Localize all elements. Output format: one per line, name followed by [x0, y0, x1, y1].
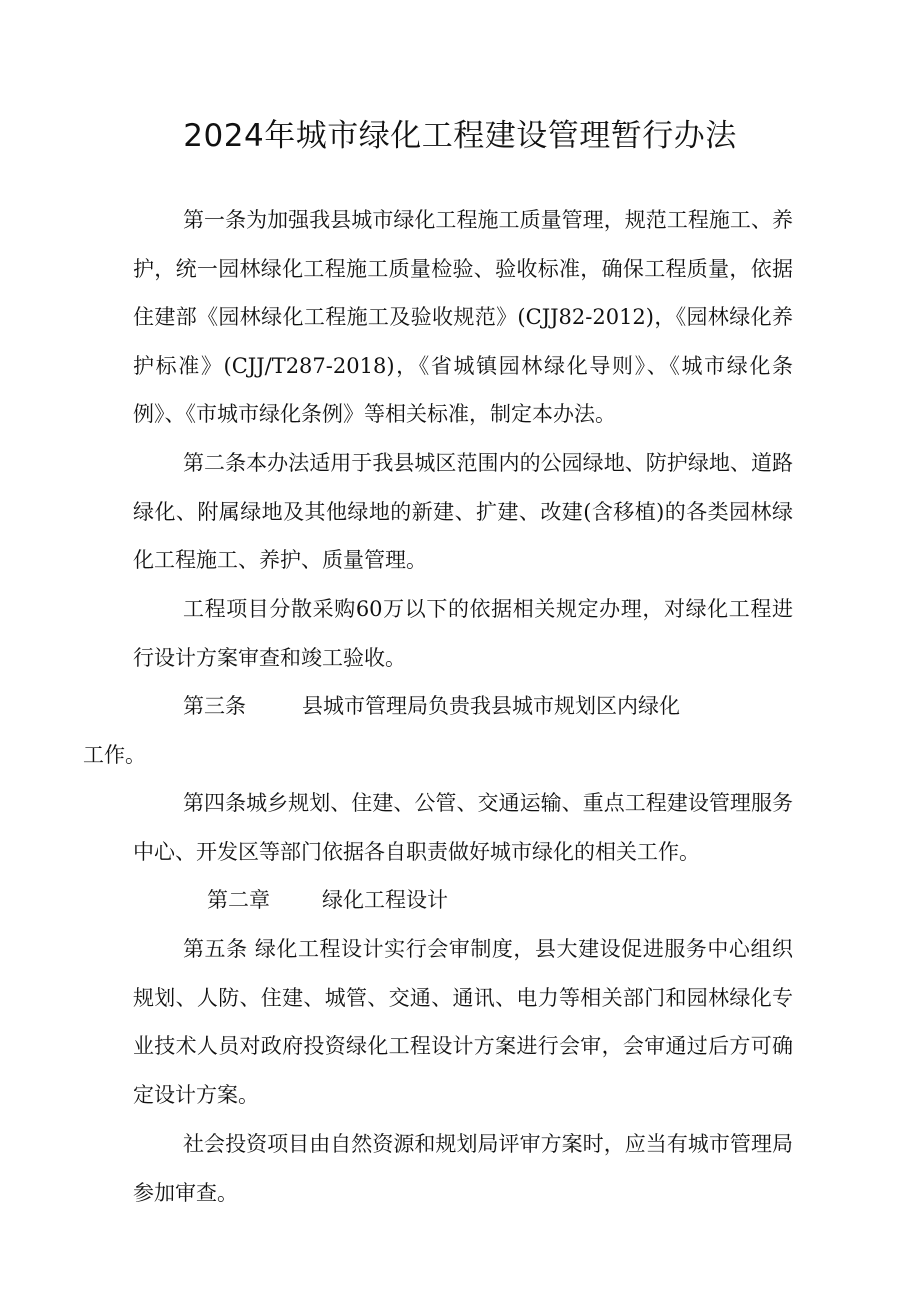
article-3-paragraph — [83, 682, 793, 779]
article-2-paragraph: 第二条本办法适用于我县城区范围内的公园绿地、防护绿地、道路绿化、附属绿地及其他绿地的新建、扩建、改建(含移植)的各类园林绿化工程施工、养护、质量管理。 — [133, 451, 793, 572]
chapter-heading — [207, 876, 448, 925]
article-5-paragraph: 第五条 绿化工程设计实行会审制度，县大建设促进服务中心组织规划、人防、住建、城管、交通、通讯、电力等相关部门和园林绿化专业技术人员对政府投资绿化工程设计方案进行会审，会审通过后方可确定设计方案。 — [133, 937, 793, 1107]
article-1-paragraph: 第一条为加强我县城市绿化工程施工质量管理，规范工程施工、养护，统一园林绿化工程施工质量检验、验收标准，确保工程质量，依据住建部《园林绿化工程施工及验收规范》(CJJ82-2012)，《园林绿化养护标准》(CJJ/T287-2018)，《省城镇园林绿化导则》、《城市绿化条例》、《市城市绿化条例》等相关标准，制定本办法。 — [133, 208, 793, 426]
social-investment-paragraph: 社会投资项目由自然资源和规划局评审方案时，应当有城市管理局参加审查。 — [133, 1132, 793, 1205]
document-title: 2024年城市绿化工程建设管理暂行办法 — [183, 118, 737, 154]
chapter-name: 绿化工程设计 — [322, 888, 448, 912]
procurement-paragraph: 工程项目分散采购60万以下的依据相关规定办理，对绿化工程进行设计方案审查和竣工验收。 — [133, 597, 793, 670]
article-3-text: 县城市管理局负贵我县城市规划区内绿化 — [302, 694, 680, 718]
article-4-paragraph: 第四条城乡规划、住建、公管、交通运输、重点工程建设管理服务中心、开发区等部门依据各自职责做好城市绿化的相关工作。 — [133, 791, 793, 864]
article-3-continuation: 工作。 — [83, 742, 146, 767]
chapter-number: 第二章 — [207, 888, 270, 912]
article-3-label: 第三条 — [183, 694, 246, 718]
